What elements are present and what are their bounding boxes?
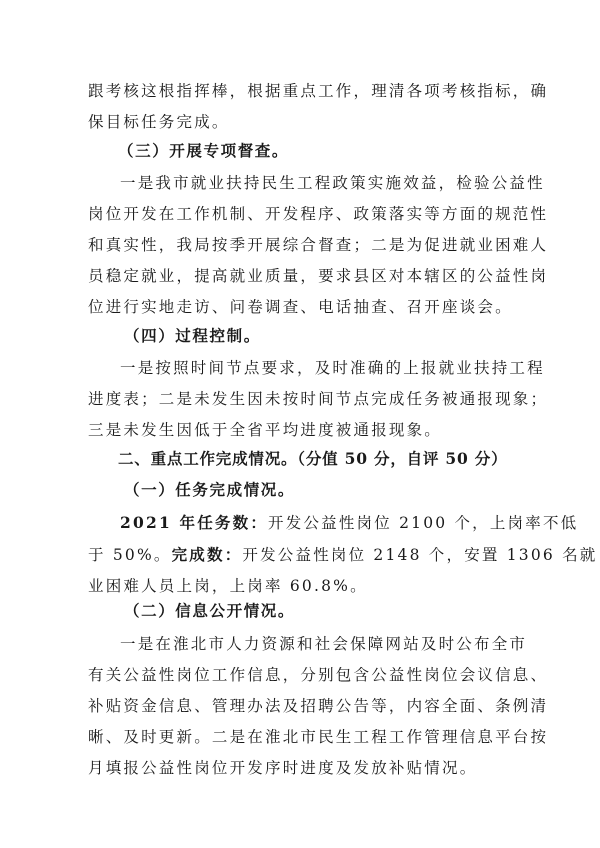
paragraph-task-completion xyxy=(88,507,598,602)
text-line: 有关公益性岗位工作信息，分别包含公益性岗位会议信息、 xyxy=(88,666,549,684)
text-line: 进度表；二是未发生因未按时间节点完成任务被通报现象； xyxy=(88,390,549,408)
text-line xyxy=(88,507,579,539)
text-line: 跟考核这根指挥棒，根据重点工作，理清各项考核指标，确 xyxy=(88,82,549,100)
subsection-heading-disclosure: （二）信息公开情况。 xyxy=(124,601,296,620)
text-line: 补贴资金信息、管理办法及招聘公告等，内容全面、条例清 xyxy=(88,697,549,715)
text-line xyxy=(88,539,598,571)
task-count-text: 开发公益性岗位 2100 个，上岗率不低 xyxy=(268,514,579,532)
text-line: 一是在淮北市人力资源和社会保障网站及时公布全市 xyxy=(120,635,528,653)
section-heading-2: 二、重点工作完成情况。（分值 50 分，自评 50 分） xyxy=(118,449,508,468)
text-line: 月填报公益性岗位开发序时进度及发放补贴情况。 xyxy=(88,759,478,777)
completion-label: 完成数： xyxy=(171,545,243,564)
text-line: 一是我市就业扶持民生工程政策实施效益，检验公益性 xyxy=(120,174,545,192)
text-line: 保目标任务完成。 xyxy=(88,113,230,131)
task-rate-text: 于 50%。 xyxy=(88,546,172,564)
text-line: 一是按照时间节点要求，及时准确的上报就业扶持工程 xyxy=(120,359,545,377)
completion-text: 开发公益性岗位 2148 个，安置 1306 名就 xyxy=(242,546,598,564)
text-line: 位进行实地走访、问卷调查、电话抽查、召开座谈会。 xyxy=(88,298,513,316)
text-line: 晰、及时更新。二是在淮北市民生工程工作管理信息平台按 xyxy=(88,728,549,746)
paragraph-process-control xyxy=(88,353,549,446)
section-heading-3: （三）开展专项督查。 xyxy=(118,141,290,160)
text-line: 和真实性，我局按季开展综合督查；二是为促进就业困难人 xyxy=(88,236,549,254)
paragraph-assessment xyxy=(88,76,549,138)
paragraph-information-disclosure xyxy=(88,629,549,784)
text-line: 岗位开发在工作机制、开发程序、政策落实等方面的规范性 xyxy=(88,205,549,223)
task-count-label: 2021 年任务数： xyxy=(120,513,269,532)
text-line: 三是未发生因低于全省平均进度被通报现象。 xyxy=(88,421,443,439)
text-line: 员稳定就业，提高就业质量，要求县区对本辖区的公益性岗 xyxy=(88,267,549,285)
text-line: 业困难人员上岗，上岗率 60.8%。 xyxy=(88,577,368,595)
subsection-heading-task: （一）任务完成情况。 xyxy=(124,480,296,499)
paragraph-inspection xyxy=(88,168,549,323)
section-heading-4: （四）过程控制。 xyxy=(124,326,261,345)
